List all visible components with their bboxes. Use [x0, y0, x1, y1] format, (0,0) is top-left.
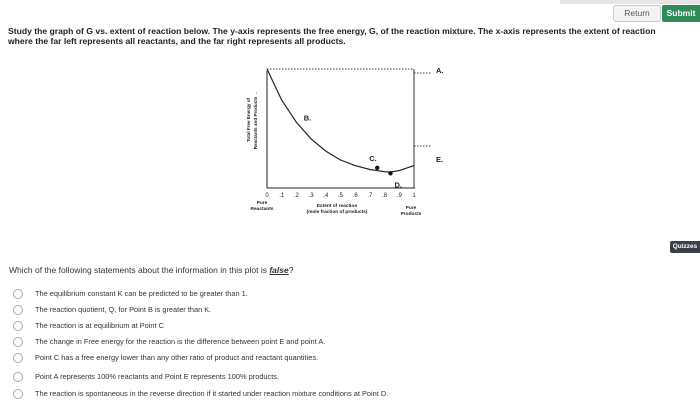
option-label: Point A represents 100% reactants and Point E represents 100% products. — [35, 372, 280, 381]
x-axis-label-line2: (mole fraction of products) — [306, 210, 368, 215]
point-e-label: E. — [436, 155, 444, 165]
option-label: Point C has a free energy lower than any other ratio of product and reactant quantities. — [35, 353, 319, 362]
radio-button[interactable] — [13, 337, 23, 347]
x-tick-label: .1 — [279, 193, 285, 199]
radio-button[interactable] — [13, 372, 23, 382]
y-axis-arrow-icon: → — [253, 90, 258, 96]
option-4[interactable] — [0, 336, 700, 348]
svg-text:Reactants and Products → — [253, 91, 258, 149]
right-endpoint-line1: Pure — [405, 206, 417, 211]
y-axis-label-line1: Total Free Energy of — [246, 97, 251, 143]
option-3[interactable] — [0, 320, 700, 332]
question-emphasis: false — [269, 265, 289, 275]
option-6[interactable] — [0, 371, 700, 383]
x-tick-label: 0 — [265, 193, 269, 199]
return-button[interactable]: Return — [613, 5, 661, 22]
x-tick-label: .4 — [323, 193, 329, 199]
x-axis-label-line1: Extent of reaction — [316, 204, 358, 209]
option-1[interactable] — [0, 288, 700, 300]
x-tick-label: .8 — [382, 193, 388, 199]
x-tick-label: .5 — [337, 193, 344, 199]
option-label: The reaction is spontaneous in the reverse direction if it started under reaction mixture conditions at Point D. — [35, 389, 389, 398]
right-endpoint-line2: Products — [400, 212, 422, 217]
point-c-marker — [375, 166, 379, 170]
option-label: The equilibrium constant K can be predicted to be greater than 1. — [35, 289, 248, 298]
x-tick-label: 1 — [412, 193, 416, 199]
left-endpoint-line2: Reactants — [250, 207, 274, 212]
x-tick-label: .6 — [352, 193, 358, 199]
option-2[interactable] — [0, 304, 700, 316]
intro-text: Study the graph of G vs. extent of reaction below. The y-axis represents the free energy, G, of the reaction mixture. The x-axis represents the extent of reaction where the far left represents all reactants, and the far right represents all products. — [8, 26, 656, 46]
quizzes-tab[interactable]: Quizzes — [670, 241, 700, 253]
radio-button[interactable] — [13, 289, 23, 299]
y-axis-label-line2: Reactants and Products — [253, 96, 258, 150]
radio-button[interactable] — [13, 321, 23, 331]
option-7[interactable] — [0, 388, 700, 400]
point-c-label: C. — [369, 153, 377, 163]
free-energy-curve — [267, 69, 414, 172]
x-tick-label: .7 — [367, 193, 373, 199]
x-tick-label: .2 — [293, 193, 299, 199]
question-text: Which of the following statements about the information in this plot is false? — [9, 265, 294, 275]
radio-button[interactable] — [13, 353, 23, 363]
radio-button[interactable] — [13, 389, 23, 399]
x-tick-label: .9 — [396, 193, 402, 199]
submit-button[interactable]: Submit — [662, 5, 700, 22]
left-endpoint-line1: Pure — [256, 201, 268, 206]
option-label: The reaction is at equilibrium at Point C — [35, 321, 164, 330]
point-d-label: D. — [394, 180, 402, 190]
option-label: The reaction quotient, Q, for Point B is greater than K. — [35, 305, 212, 314]
option-label: The change in Free energy for the reaction is the difference between point E and point A. — [35, 337, 326, 346]
point-a-label: A. — [436, 66, 444, 75]
x-tick-label: .3 — [308, 193, 314, 199]
option-5[interactable] — [0, 352, 700, 364]
point-b-label: B. — [303, 113, 312, 123]
point-d-marker — [388, 171, 392, 175]
radio-button[interactable] — [13, 305, 23, 315]
